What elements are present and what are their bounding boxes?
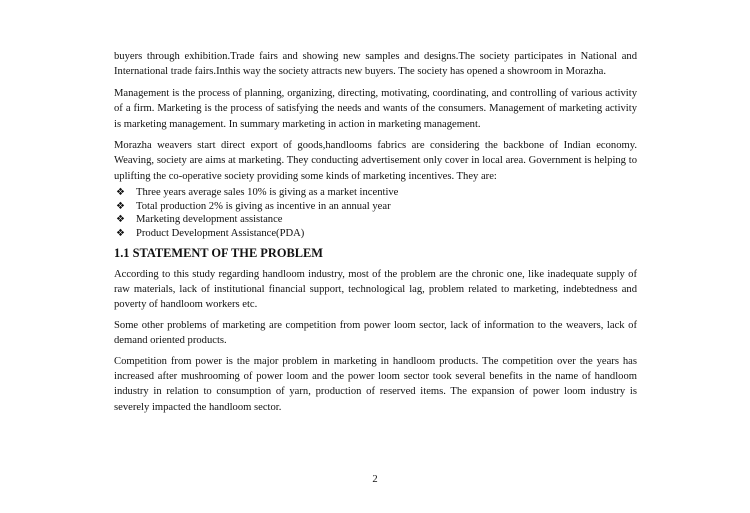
list-item xyxy=(114,227,637,241)
page-number: 2 xyxy=(372,474,378,485)
paragraph-exhibition: buyers through exhibition.Trade fairs and showing new samples and designs.The society participates in National and International trade fairs.Inthis way the society attracts new buyers. The society has opened a showroom in Morazha. xyxy=(114,51,637,78)
list-item-text: Marketing development assistance xyxy=(136,214,283,226)
list-item-text: Product Development Assistance(PDA) xyxy=(136,228,305,240)
four-diamond-bullet-icon: ❖ xyxy=(116,214,125,226)
document-page xyxy=(114,49,637,415)
list-item xyxy=(114,200,637,214)
list-item xyxy=(114,186,637,200)
list-item-text: Three years average sales 10% is giving as a market incentive xyxy=(136,187,399,199)
section-heading: 1.1 STATEMENT OF THE PROBLEM xyxy=(114,245,323,260)
list-item-text: Total production 2% is giving as incentive in an annual year xyxy=(136,200,391,212)
four-diamond-bullet-icon: ❖ xyxy=(116,200,125,212)
paragraph-marketing-problems: Some other problems of marketing are competition from power loom sector, lack of information to the weavers, lack of demand oriented products. xyxy=(114,319,637,347)
four-diamond-bullet-icon: ❖ xyxy=(116,187,125,199)
incentive-list xyxy=(114,186,637,240)
paragraph-management: Management is the process of planning, organizing, directing, motivating, coordinating, and controlling of various activity of a firm. Marketing is the process of satisfying the needs and wants of the consumers. Management of marketing activity is marketing management. In summary marketing in action in marketing management. xyxy=(114,87,637,130)
paragraph-morazha-weavers: Morazha weavers start direct export of goods,handlooms fabrics are considering the backbone of Indian economy. Weaving, society are aims at marketing. They conducting advertisement only cover in local area. Government is helping to uplifting the co-operative society providing some kinds of marketing incentives. They are: xyxy=(114,140,637,182)
four-diamond-bullet-icon: ❖ xyxy=(116,228,125,240)
paragraph-problems-overview: According to this study regarding handloom industry, most of the problem are the chronic one, like inadequate supply of raw materials, lack of institutional financial support, technological lag, problem related to marketing, indebtedness and poverty of handloom workers etc. xyxy=(114,268,637,311)
list-item xyxy=(114,213,637,227)
paragraph-power-loom-competition: Competition from power is the major problem in marketing in handloom products. The competition over the years has increased after mushrooming of power loom and the power loom sector took several benefits in the name of handloom industry in relation to consumption of yarn, production of reserved items. The expansion of power loom industry is severely impacted the handloom sector. xyxy=(114,355,637,413)
